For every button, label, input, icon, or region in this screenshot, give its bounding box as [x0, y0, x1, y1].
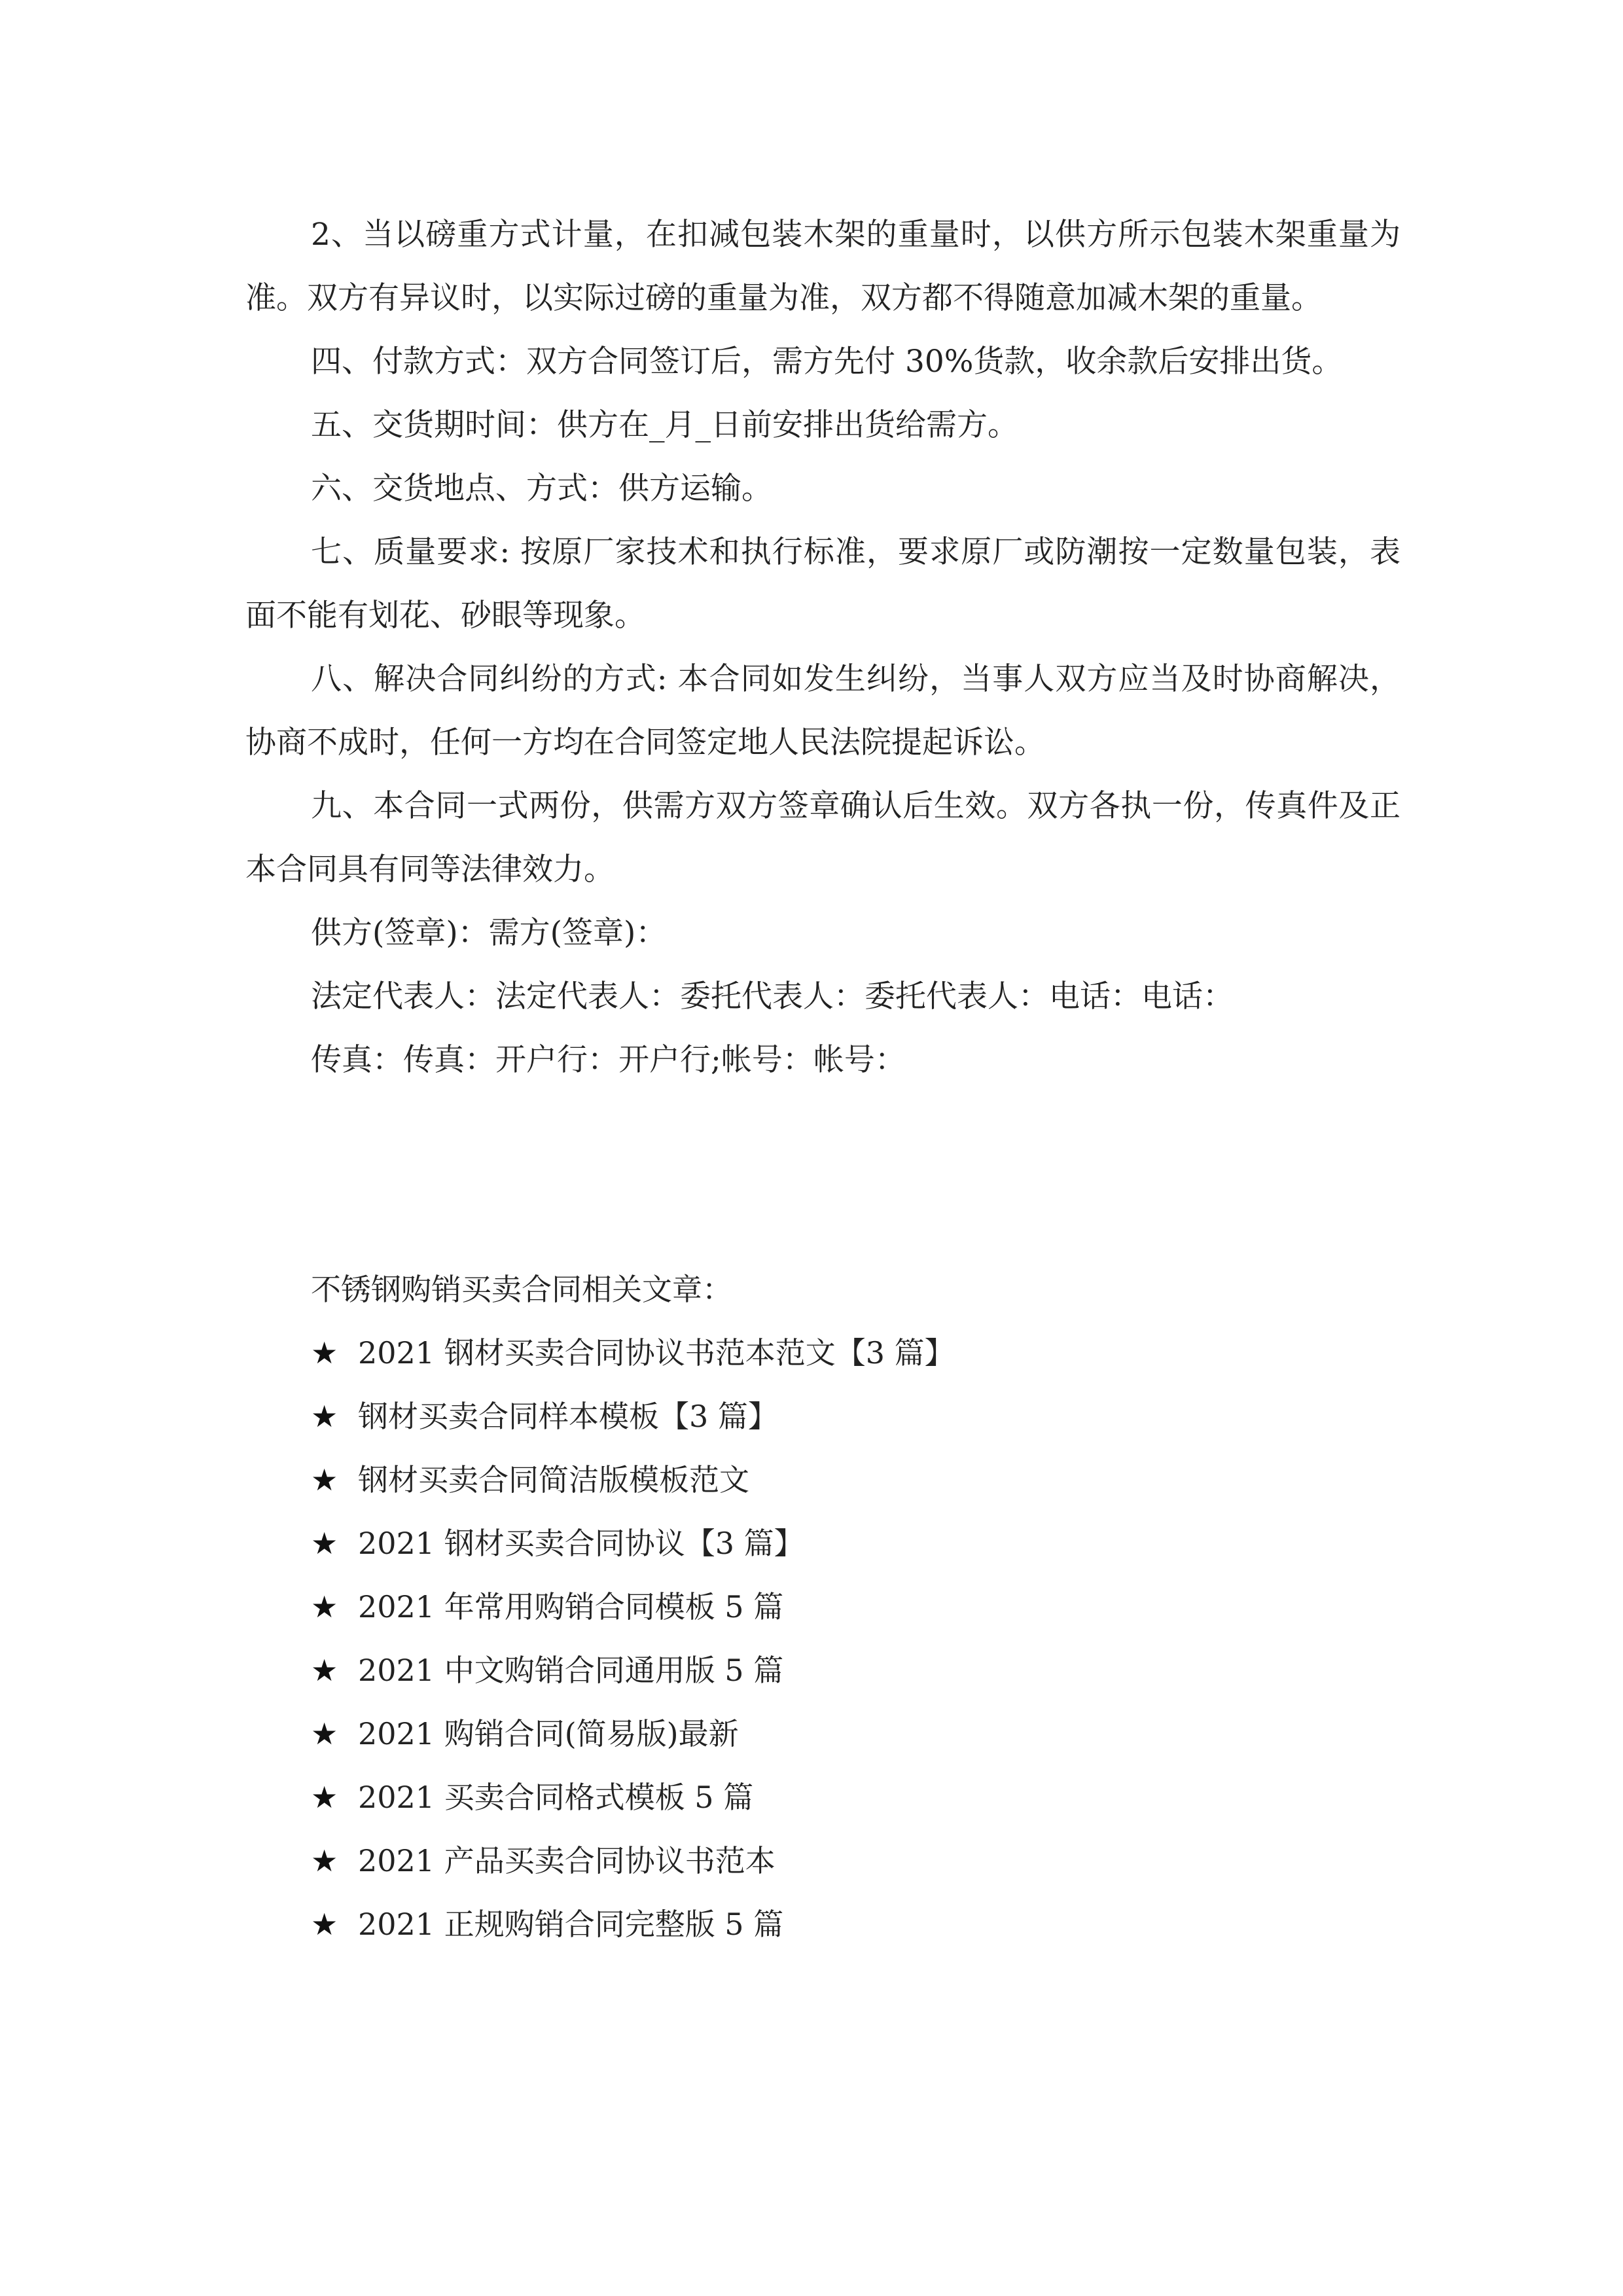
star-icon: ★: [311, 1526, 338, 1561]
related-article-link[interactable]: [311, 1385, 1293, 1448]
clause-copies-validity: 九、本合同一式两份，供需方双方签章确认后生效。双方各执一份，传真件及正本合同具有同等法律效力。: [245, 788, 1400, 888]
related-article-title: 2021 年常用购销合同模板 5 篇: [358, 1589, 784, 1624]
related-article-title: 钢材买卖合同样本模板【3 篇】: [358, 1399, 778, 1434]
star-icon: ★: [311, 1399, 338, 1434]
related-article-link[interactable]: [311, 1321, 1293, 1385]
clause-delivery-location: 六、交货地点、方式：供方运输。: [311, 471, 772, 507]
related-articles-list: [311, 1321, 1293, 1956]
star-icon: ★: [311, 1335, 338, 1371]
related-article-title: 2021 购销合同(简易版)最新: [358, 1716, 739, 1751]
related-article-link[interactable]: [311, 1448, 1293, 1512]
star-icon: ★: [311, 1653, 338, 1688]
related-article-title: 2021 买卖合同格式模板 5 篇: [358, 1780, 754, 1815]
clause-quality-requirements: 七、质量要求: 按原厂家技术和执行标准，要求原厂或防潮按一定数量包装，表面不能有划花、砂眼等现象。: [245, 534, 1400, 634]
related-article-title: 2021 正规购销合同完整版 5 篇: [358, 1907, 784, 1942]
star-icon: ★: [311, 1589, 338, 1624]
related-article-title: 2021 中文购销合同通用版 5 篇: [358, 1653, 784, 1688]
related-article-title: 2021 钢材买卖合同协议书范本范文【3 篇】: [358, 1335, 955, 1371]
related-article-link[interactable]: [311, 1702, 1293, 1766]
related-article-link[interactable]: [311, 1512, 1293, 1575]
clause-payment-method: 四、付款方式：双方合同签订后，需方先付 30%货款，收余款后安排出货。: [311, 344, 1343, 380]
contract-body: [245, 203, 1400, 1092]
star-icon: ★: [311, 1462, 338, 1498]
clause-dispute-resolution: 八、解决合同纠纷的方式: 本合同如发生纠纷，当事人双方应当及时协商解决，协商不成时，任何一方均在合同签定地人民法院提起诉讼。: [245, 661, 1400, 761]
representative-line: 法定代表人：法定代表人：委托代表人：委托代表人：电话：电话：: [311, 978, 1234, 1014]
related-article-link[interactable]: [311, 1893, 1293, 1956]
related-article-title: 钢材买卖合同简洁版模板范文: [358, 1462, 749, 1498]
related-article-title: 2021 产品买卖合同协议书范本: [358, 1843, 776, 1878]
related-article-link[interactable]: [311, 1639, 1293, 1702]
star-icon: ★: [311, 1843, 338, 1878]
star-icon: ★: [311, 1716, 338, 1751]
clause-weight-measurement: 2、当以磅重方式计量，在扣减包装木架的重量时，以供方所示包装木架重量为准。双方有异议时，以实际过磅的重量为准，双方都不得随意加减木架的重量。: [245, 217, 1400, 316]
star-icon: ★: [311, 1907, 338, 1942]
related-articles-title: 不锈钢购销买卖合同相关文章：: [311, 1272, 732, 1307]
bank-info-line: 传真：传真：开户行：开户行;帐号：帐号：: [311, 1042, 906, 1078]
related-article-link[interactable]: [311, 1766, 1293, 1829]
clause-delivery-time: 五、交货期时间：供方在_月_日前安排出货给需方。: [311, 407, 1018, 443]
star-icon: ★: [311, 1780, 338, 1815]
signature-line: 供方(签章)：需方(签章)：: [311, 915, 667, 951]
related-articles: [311, 1258, 1293, 1956]
related-article-link[interactable]: [311, 1575, 1293, 1639]
related-article-title: 2021 钢材买卖合同协议【3 篇】: [358, 1526, 804, 1561]
related-article-link[interactable]: [311, 1829, 1293, 1893]
